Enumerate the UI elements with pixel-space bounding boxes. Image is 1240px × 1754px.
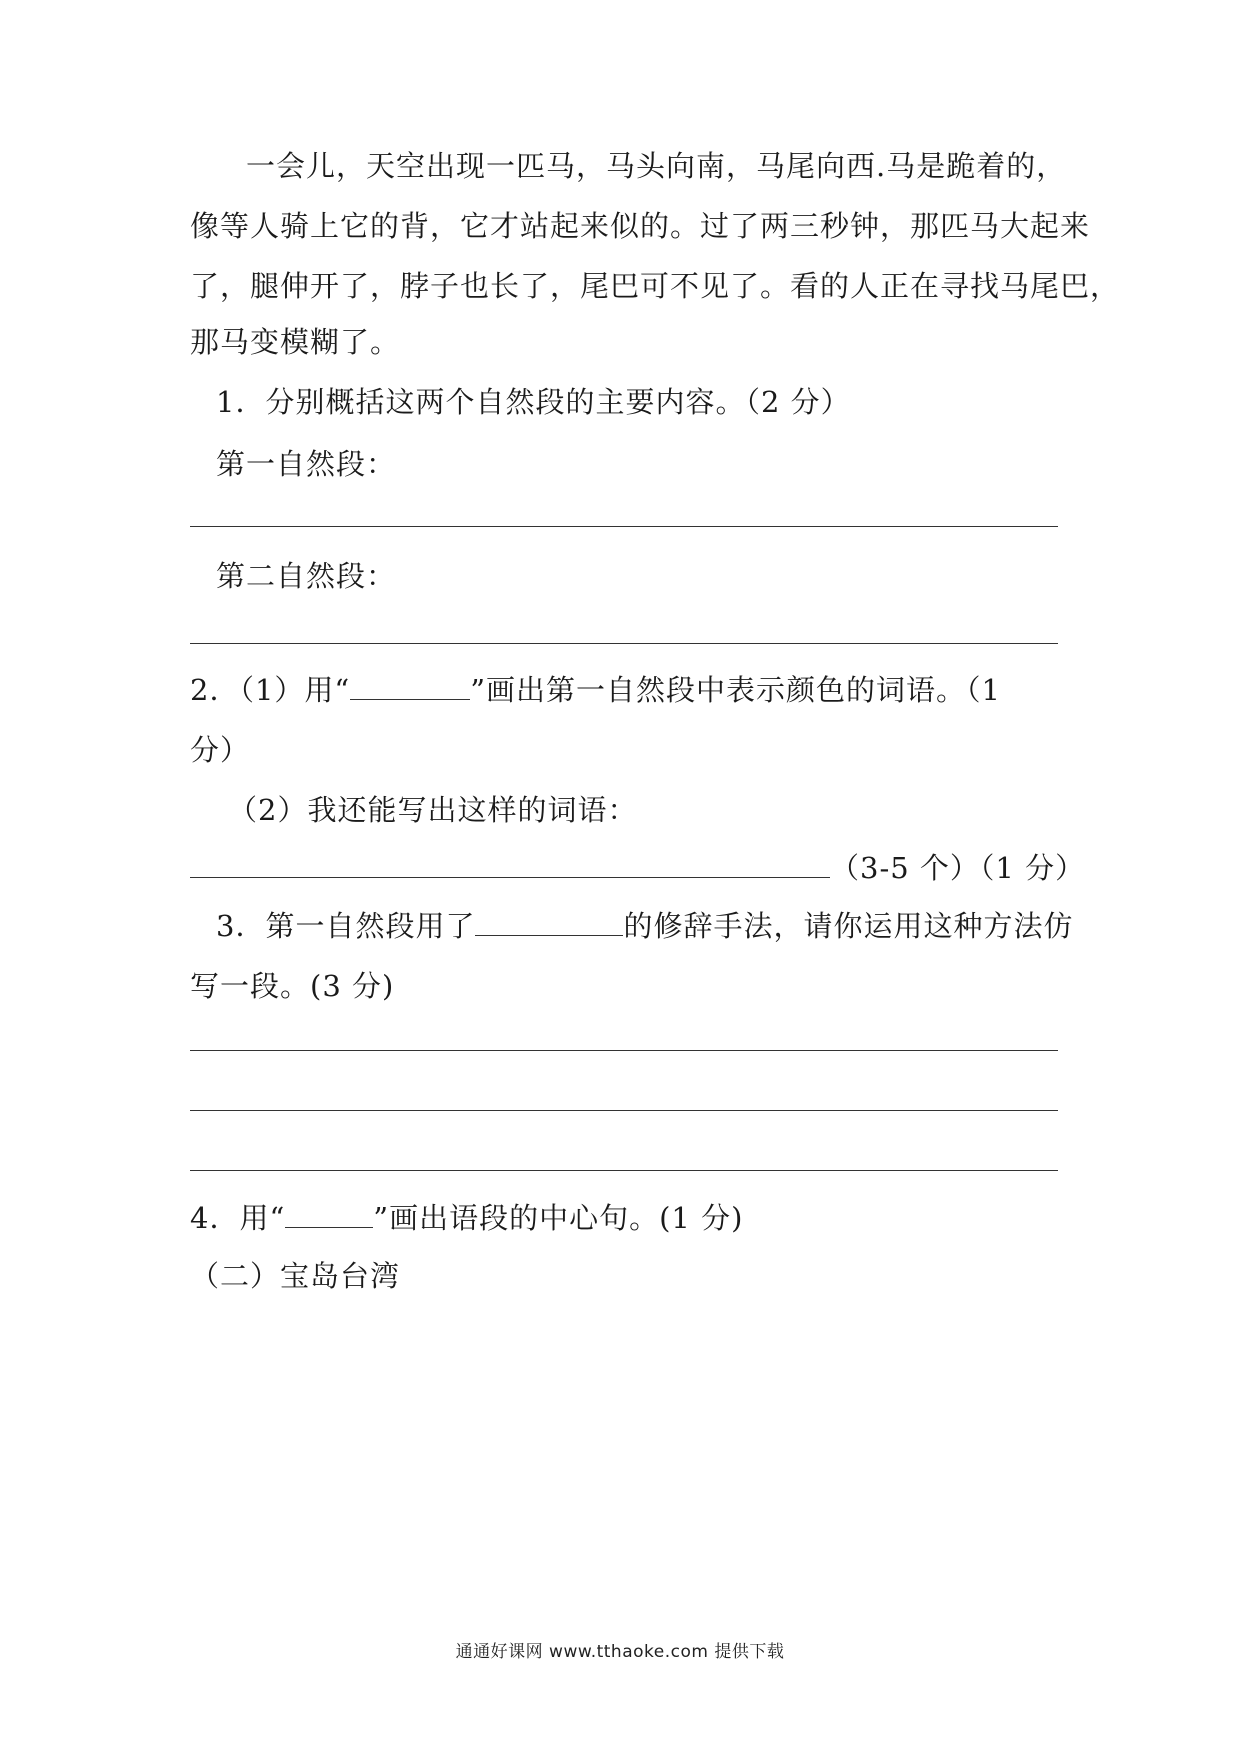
passage-line-3: 了，腿伸开了，脖子也长了，尾巴可不见了。看的人正在寻找马尾巴，: [190, 269, 1121, 303]
q1-answer-line-2[interactable]: [190, 643, 1058, 644]
passage-line-4: 那马变模糊了。: [190, 325, 401, 359]
q3-answer-line-1[interactable]: [190, 1050, 1058, 1051]
q3-answer-line-2[interactable]: [190, 1110, 1058, 1111]
question-2-line-1: [190, 670, 1001, 710]
question-2-sub-2: （2）我还能写出这样的词语：: [228, 793, 638, 827]
q4-text-before: 4．用“: [190, 1201, 286, 1235]
question-2-line-2: 分）: [190, 733, 251, 767]
q2-answer-blank[interactable]: [190, 851, 830, 878]
q3-text-after: 的修辞手法，请你运用这种方法仿: [623, 909, 1074, 943]
question-3-line-1: [216, 906, 1073, 946]
q2-underline-sample: [350, 673, 470, 700]
q3-text-before: 3．第一自然段用了: [216, 909, 476, 943]
question-1: 1．分别概括这两个自然段的主要内容。（2 分）: [216, 385, 851, 419]
q4-underline-sample: [285, 1201, 373, 1228]
q1-label-paragraph-2: 第二自然段：: [216, 559, 397, 593]
q2-sub2-suffix: （3-5 个）（1 分）: [830, 851, 1086, 885]
page-footer: 通通好课网 www.tthaoke.com 提供下载: [455, 1642, 785, 1662]
section-2-title: （二）宝岛台湾: [190, 1259, 401, 1293]
q4-text-after: ”画出语段的中心句。(1 分): [373, 1201, 744, 1235]
q1-label-paragraph-1: 第一自然段：: [216, 447, 397, 481]
q2-text-after: ”画出第一自然段中表示颜色的词语。（1: [470, 673, 1002, 707]
passage-line-1: 一会儿，天空出现一匹马，马头向南，马尾向西.马是跪着的，: [246, 149, 1067, 183]
q3-rhetoric-blank[interactable]: [475, 909, 623, 936]
question-4: [190, 1198, 743, 1238]
q3-answer-line-3[interactable]: [190, 1170, 1058, 1171]
q1-answer-line-1[interactable]: [190, 526, 1058, 527]
question-3-line-2: 写一段。(3 分): [190, 969, 395, 1003]
passage-line-2: 像等人骑上它的背，它才站起来似的。过了两三秒钟，那匹马大起来: [190, 209, 1091, 243]
q2-text-before: 2．（1）用“: [190, 673, 351, 707]
q2-sub2-answer-row: [190, 848, 1085, 888]
